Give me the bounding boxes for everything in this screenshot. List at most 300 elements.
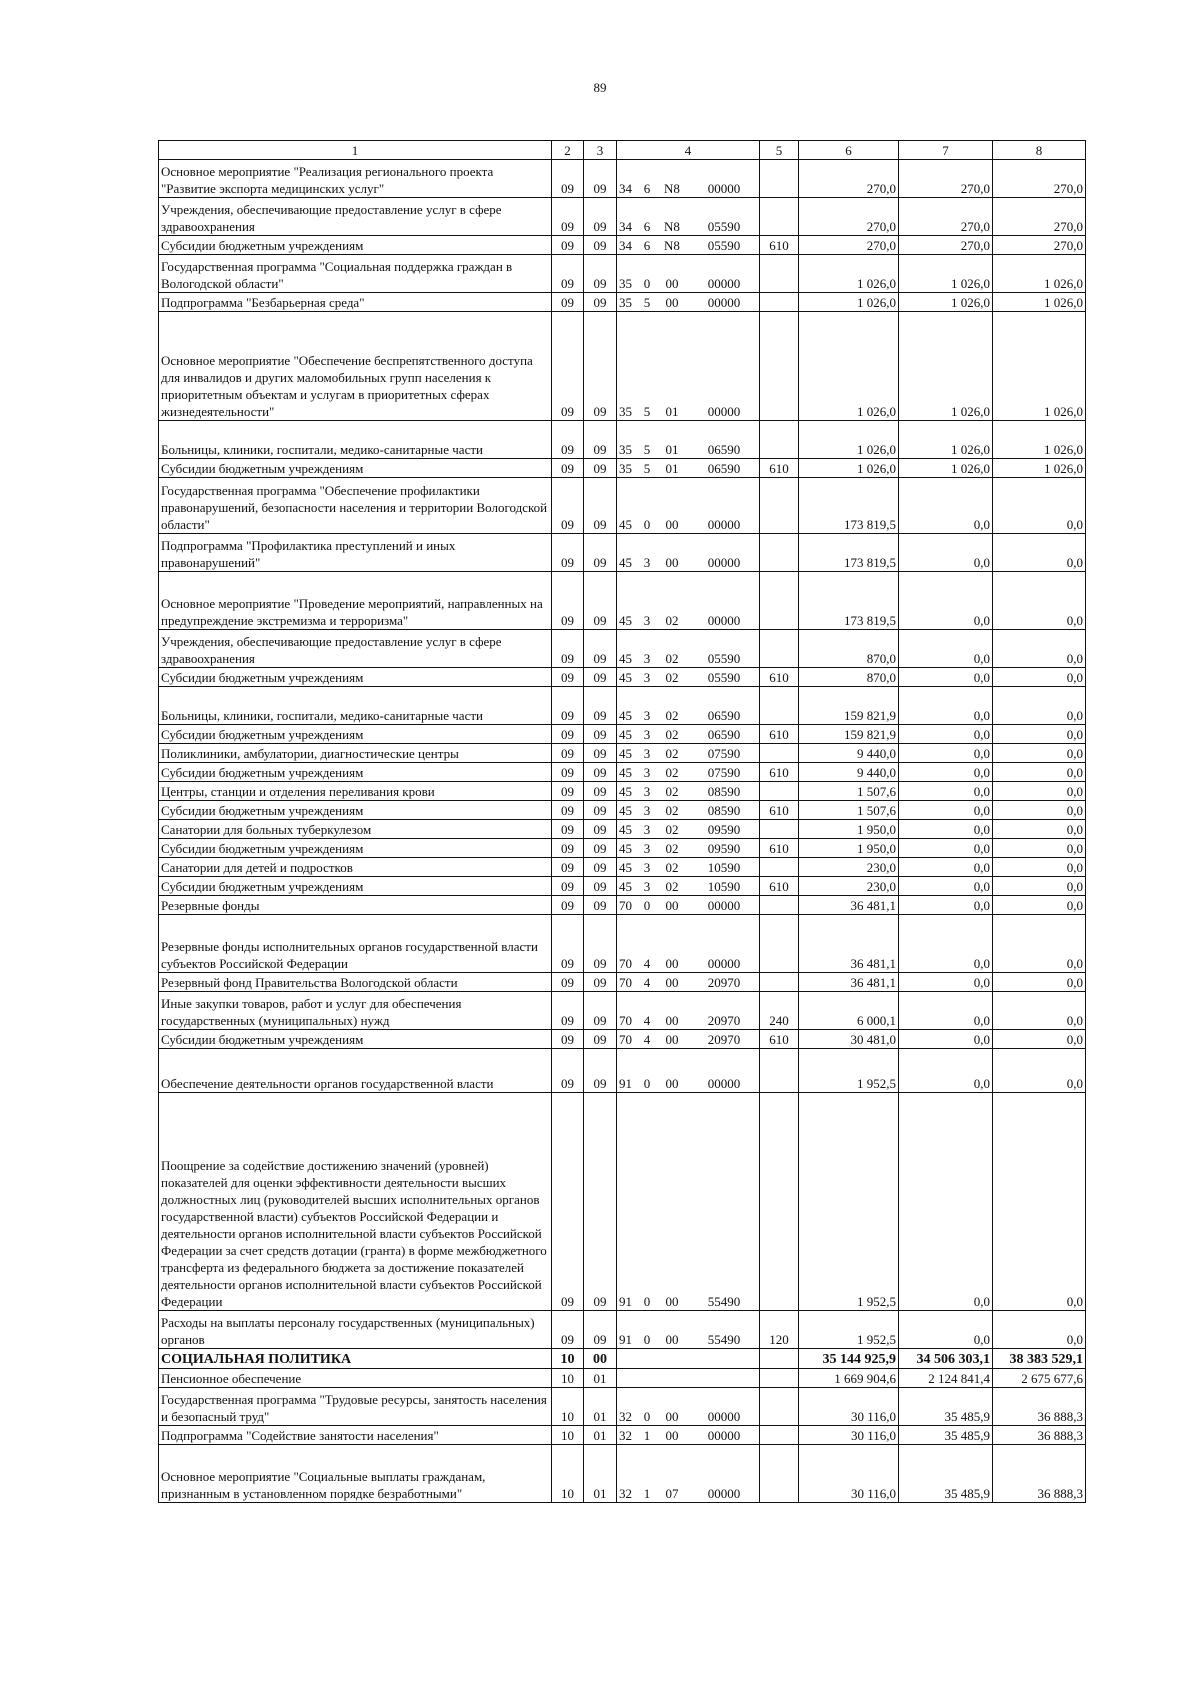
expense-type-code xyxy=(760,160,799,198)
section-code: 09 xyxy=(552,744,584,763)
section-code: 09 xyxy=(552,534,584,572)
subprogram-code: 3 xyxy=(643,784,651,799)
amount-col-6: 1 026,0 xyxy=(799,255,899,293)
header-cell-6: 6 xyxy=(799,141,899,160)
header-cell-8: 8 xyxy=(993,141,1086,160)
amount-col-6: 36 481,1 xyxy=(799,973,899,992)
amount-col-7: 0,0 xyxy=(899,1049,993,1093)
subprogram-code: 5 xyxy=(643,442,651,457)
table-row xyxy=(159,312,1086,421)
section-code: 09 xyxy=(552,858,584,877)
amount-col-7: 0,0 xyxy=(899,782,993,801)
amount-col-8: 1 026,0 xyxy=(993,255,1086,293)
expense-type-code: 240 xyxy=(760,992,799,1030)
subprogram-code: 1 xyxy=(643,1428,651,1443)
amount-col-6: 36 481,1 xyxy=(799,896,899,915)
amount-col-7: 0,0 xyxy=(899,973,993,992)
section-code: 09 xyxy=(552,839,584,858)
subsection-code: 09 xyxy=(584,255,617,293)
activity-code: 02 xyxy=(665,746,679,761)
direction-code: 00000 xyxy=(707,295,741,310)
row-description: Иные закупки товаров, работ и услуг для обеспечения государственных (муниципальных) нужд xyxy=(159,992,552,1030)
program-code: 91 xyxy=(619,1294,632,1309)
subsection-code: 00 xyxy=(584,1349,617,1369)
subprogram-code: 5 xyxy=(643,404,651,419)
expense-type-code xyxy=(760,293,799,312)
amount-col-6: 30 481,0 xyxy=(799,1030,899,1049)
amount-col-7: 0,0 xyxy=(899,478,993,534)
program-code: 34 xyxy=(619,181,632,196)
subprogram-code: 0 xyxy=(643,517,651,532)
subprogram-code: 3 xyxy=(643,746,651,761)
subsection-code: 09 xyxy=(584,312,617,421)
activity-code: 02 xyxy=(665,879,679,894)
expense-type-code xyxy=(760,782,799,801)
amount-col-7: 1 026,0 xyxy=(899,459,993,478)
amount-col-7: 270,0 xyxy=(899,160,993,198)
subsection-code: 01 xyxy=(584,1426,617,1445)
row-description: Субсидии бюджетным учреждениям xyxy=(159,763,552,782)
target-article-code xyxy=(617,820,760,839)
row-description: СОЦИАЛЬНАЯ ПОЛИТИКА xyxy=(159,1349,552,1369)
direction-code: 00000 xyxy=(707,956,741,971)
amount-col-7: 2 124 841,4 xyxy=(899,1369,993,1388)
direction-code: 00000 xyxy=(707,1486,741,1501)
amount-col-6: 159 821,9 xyxy=(799,687,899,725)
row-description: Субсидии бюджетным учреждениям xyxy=(159,877,552,896)
subprogram-code: 0 xyxy=(643,1076,651,1091)
subsection-code: 09 xyxy=(584,687,617,725)
amount-col-6: 6 000,1 xyxy=(799,992,899,1030)
direction-code: 00000 xyxy=(707,276,741,291)
subsection-code: 09 xyxy=(584,668,617,687)
amount-col-7: 1 026,0 xyxy=(899,293,993,312)
activity-code: 02 xyxy=(665,670,679,685)
table-header-row xyxy=(159,141,1086,160)
subsection-code: 09 xyxy=(584,801,617,820)
table-row xyxy=(159,668,1086,687)
row-description: Государственная программа "Трудовые ресурсы, занятость населения и безопасный труд" xyxy=(159,1388,552,1426)
subprogram-code: 4 xyxy=(643,1032,651,1047)
row-description: Санатории для детей и подростков xyxy=(159,858,552,877)
expense-type-code: 610 xyxy=(760,839,799,858)
target-article-code xyxy=(617,801,760,820)
amount-col-7: 0,0 xyxy=(899,801,993,820)
subsection-code: 09 xyxy=(584,293,617,312)
expense-type-code xyxy=(760,973,799,992)
amount-col-6: 270,0 xyxy=(799,236,899,255)
table-row xyxy=(159,877,1086,896)
amount-col-8: 36 888,3 xyxy=(993,1388,1086,1426)
expense-type-code xyxy=(760,915,799,973)
program-code: 35 xyxy=(619,295,632,310)
table-row xyxy=(159,839,1086,858)
table-row xyxy=(159,1349,1086,1369)
subprogram-code: 6 xyxy=(643,238,651,253)
program-code: 45 xyxy=(619,784,632,799)
subprogram-code: 6 xyxy=(643,181,651,196)
program-code: 35 xyxy=(619,461,632,476)
subsection-code: 01 xyxy=(584,1388,617,1426)
section-code: 09 xyxy=(552,312,584,421)
target-article-code xyxy=(617,236,760,255)
activity-code: 07 xyxy=(665,1486,679,1501)
section-code: 09 xyxy=(552,293,584,312)
subsection-code: 09 xyxy=(584,198,617,236)
direction-code: 00000 xyxy=(707,517,741,532)
expense-type-code: 610 xyxy=(760,877,799,896)
expense-type-code xyxy=(760,1349,799,1369)
target-article-code xyxy=(617,572,760,630)
section-code: 09 xyxy=(552,1030,584,1049)
table-row xyxy=(159,255,1086,293)
activity-code: 00 xyxy=(665,276,679,291)
table-row xyxy=(159,293,1086,312)
expense-type-code xyxy=(760,744,799,763)
subsection-code: 09 xyxy=(584,839,617,858)
amount-col-7: 0,0 xyxy=(899,1030,993,1049)
amount-col-6: 1 669 904,6 xyxy=(799,1369,899,1388)
section-code: 09 xyxy=(552,725,584,744)
expense-type-code xyxy=(760,1445,799,1503)
amount-col-7: 0,0 xyxy=(899,1093,993,1311)
section-code: 09 xyxy=(552,973,584,992)
expense-type-code: 610 xyxy=(760,236,799,255)
program-code: 70 xyxy=(619,956,632,971)
program-code: 32 xyxy=(619,1409,632,1424)
section-code: 09 xyxy=(552,459,584,478)
section-code: 10 xyxy=(552,1369,584,1388)
row-description: Субсидии бюджетным учреждениям xyxy=(159,725,552,744)
amount-col-6: 1 026,0 xyxy=(799,293,899,312)
amount-col-7: 0,0 xyxy=(899,896,993,915)
section-code: 09 xyxy=(552,160,584,198)
amount-col-6: 1 026,0 xyxy=(799,312,899,421)
expense-type-code xyxy=(760,896,799,915)
header-cell-2: 2 xyxy=(552,141,584,160)
row-description: Резервные фонды xyxy=(159,896,552,915)
amount-col-8: 0,0 xyxy=(993,858,1086,877)
direction-code: 20970 xyxy=(707,975,741,990)
subprogram-code: 6 xyxy=(643,219,651,234)
row-description: Подпрограмма "Безбарьерная среда" xyxy=(159,293,552,312)
table-row xyxy=(159,687,1086,725)
header-cell-5: 5 xyxy=(760,141,799,160)
subsection-code: 09 xyxy=(584,896,617,915)
amount-col-6: 270,0 xyxy=(799,198,899,236)
amount-col-7: 0,0 xyxy=(899,839,993,858)
amount-col-7: 1 026,0 xyxy=(899,312,993,421)
target-article-code xyxy=(617,198,760,236)
row-description: Основное мероприятие "Проведение мероприятий, направленных на предупреждение экстремизма и терроризма" xyxy=(159,572,552,630)
amount-col-7: 0,0 xyxy=(899,725,993,744)
program-code: 45 xyxy=(619,765,632,780)
target-article-code xyxy=(617,744,760,763)
amount-col-8: 0,0 xyxy=(993,763,1086,782)
amount-col-7: 0,0 xyxy=(899,534,993,572)
activity-code: 00 xyxy=(665,1013,679,1028)
direction-code: 00000 xyxy=(707,404,741,419)
activity-code: 00 xyxy=(665,555,679,570)
amount-col-7: 0,0 xyxy=(899,668,993,687)
subprogram-code: 3 xyxy=(643,822,651,837)
program-code: 70 xyxy=(619,975,632,990)
row-description: Государственная программа "Обеспечение профилактики правонарушений, безопасности населения и территории Вологодской области" xyxy=(159,478,552,534)
subprogram-code: 3 xyxy=(643,555,651,570)
subsection-code: 09 xyxy=(584,572,617,630)
row-description: Учреждения, обеспечивающие предоставление услуг в сфере здравоохранения xyxy=(159,198,552,236)
amount-col-8: 270,0 xyxy=(993,198,1086,236)
subsection-code: 09 xyxy=(584,1093,617,1311)
table-row xyxy=(159,725,1086,744)
amount-col-8: 270,0 xyxy=(993,160,1086,198)
subsection-code: 09 xyxy=(584,858,617,877)
subsection-code: 09 xyxy=(584,877,617,896)
amount-col-8: 0,0 xyxy=(993,1049,1086,1093)
amount-col-8: 0,0 xyxy=(993,782,1086,801)
amount-col-7: 34 506 303,1 xyxy=(899,1349,993,1369)
direction-code: 05590 xyxy=(707,219,741,234)
amount-col-6: 9 440,0 xyxy=(799,763,899,782)
table-row xyxy=(159,1030,1086,1049)
section-code: 09 xyxy=(552,992,584,1030)
section-code: 09 xyxy=(552,198,584,236)
section-code: 09 xyxy=(552,877,584,896)
amount-col-8: 0,0 xyxy=(993,572,1086,630)
amount-col-7: 1 026,0 xyxy=(899,421,993,459)
row-description: Подпрограмма "Профилактика преступлений и иных правонарушений" xyxy=(159,534,552,572)
table-row xyxy=(159,198,1086,236)
subprogram-code: 3 xyxy=(643,860,651,875)
expense-type-code xyxy=(760,1426,799,1445)
subsection-code: 09 xyxy=(584,915,617,973)
section-code: 09 xyxy=(552,421,584,459)
direction-code: 20970 xyxy=(707,1032,741,1047)
table-row xyxy=(159,572,1086,630)
subsection-code: 09 xyxy=(584,1311,617,1349)
subprogram-code: 3 xyxy=(643,651,651,666)
amount-col-7: 0,0 xyxy=(899,763,993,782)
amount-col-6: 230,0 xyxy=(799,877,899,896)
header-cell-7: 7 xyxy=(899,141,993,160)
activity-code: 00 xyxy=(665,975,679,990)
amount-col-8: 0,0 xyxy=(993,801,1086,820)
activity-code: 02 xyxy=(665,784,679,799)
program-code: 45 xyxy=(619,555,632,570)
direction-code: 08590 xyxy=(707,803,741,818)
activity-code: 00 xyxy=(665,1409,679,1424)
expense-type-code xyxy=(760,198,799,236)
program-code: 45 xyxy=(619,651,632,666)
subsection-code: 09 xyxy=(584,459,617,478)
budget-table xyxy=(158,140,1086,1503)
direction-code: 05590 xyxy=(707,238,741,253)
activity-code: 02 xyxy=(665,822,679,837)
amount-col-6: 870,0 xyxy=(799,668,899,687)
section-code: 09 xyxy=(552,896,584,915)
program-code: 70 xyxy=(619,898,632,913)
row-description: Поликлиники, амбулатории, диагностические центры xyxy=(159,744,552,763)
target-article-code xyxy=(617,478,760,534)
target-article-code xyxy=(617,312,760,421)
row-description: Субсидии бюджетным учреждениям xyxy=(159,1030,552,1049)
direction-code: 06590 xyxy=(707,461,741,476)
table-row xyxy=(159,820,1086,839)
table-row xyxy=(159,630,1086,668)
expense-type-code xyxy=(760,421,799,459)
section-code: 09 xyxy=(552,782,584,801)
amount-col-7: 0,0 xyxy=(899,877,993,896)
table-row xyxy=(159,1445,1086,1503)
table-body xyxy=(159,141,1086,1503)
direction-code: 06590 xyxy=(707,442,741,457)
table-row xyxy=(159,915,1086,973)
expense-type-code: 610 xyxy=(760,459,799,478)
subprogram-code: 5 xyxy=(643,295,651,310)
amount-col-6: 270,0 xyxy=(799,160,899,198)
page-number: 89 xyxy=(593,80,607,95)
subprogram-code: 3 xyxy=(643,708,651,723)
table-row xyxy=(159,992,1086,1030)
program-code: 45 xyxy=(619,727,632,742)
activity-code: 02 xyxy=(665,708,679,723)
activity-code: 02 xyxy=(665,651,679,666)
header-cell-1: 1 xyxy=(159,141,552,160)
target-article-code xyxy=(617,1093,760,1311)
program-code: 35 xyxy=(619,442,632,457)
expense-type-code xyxy=(760,478,799,534)
amount-col-8: 0,0 xyxy=(993,687,1086,725)
table-row xyxy=(159,782,1086,801)
activity-code: 01 xyxy=(665,442,679,457)
activity-code: N8 xyxy=(664,238,680,253)
expense-type-code xyxy=(760,630,799,668)
section-code: 09 xyxy=(552,801,584,820)
table-row xyxy=(159,858,1086,877)
section-code: 09 xyxy=(552,630,584,668)
row-description: Больницы, клиники, госпитали, медико-санитарные части xyxy=(159,687,552,725)
direction-code: 20970 xyxy=(707,1013,741,1028)
table-row xyxy=(159,459,1086,478)
amount-col-6: 870,0 xyxy=(799,630,899,668)
subsection-code: 09 xyxy=(584,725,617,744)
target-article-code xyxy=(617,255,760,293)
amount-col-7: 35 485,9 xyxy=(899,1445,993,1503)
subsection-code: 09 xyxy=(584,820,617,839)
target-article-code xyxy=(617,973,760,992)
subsection-code: 09 xyxy=(584,1049,617,1093)
target-article-code xyxy=(617,839,760,858)
activity-code: 02 xyxy=(665,727,679,742)
amount-col-6: 30 116,0 xyxy=(799,1445,899,1503)
activity-code: 00 xyxy=(665,517,679,532)
expense-type-code xyxy=(760,1049,799,1093)
table-row xyxy=(159,160,1086,198)
amount-col-6: 173 819,5 xyxy=(799,534,899,572)
amount-col-6: 30 116,0 xyxy=(799,1388,899,1426)
subprogram-code: 3 xyxy=(643,879,651,894)
section-code: 09 xyxy=(552,1311,584,1349)
program-code: 45 xyxy=(619,879,632,894)
section-code: 09 xyxy=(552,668,584,687)
subsection-code: 01 xyxy=(584,1445,617,1503)
program-code: 91 xyxy=(619,1332,632,1347)
program-code: 45 xyxy=(619,860,632,875)
section-code: 09 xyxy=(552,478,584,534)
target-article-code xyxy=(617,421,760,459)
subsection-code: 09 xyxy=(584,236,617,255)
activity-code: N8 xyxy=(664,219,680,234)
subsection-code: 01 xyxy=(584,1369,617,1388)
subsection-code: 09 xyxy=(584,478,617,534)
target-article-code xyxy=(617,459,760,478)
table-row xyxy=(159,1093,1086,1311)
table-row xyxy=(159,236,1086,255)
direction-code: 00000 xyxy=(707,898,741,913)
program-code: 70 xyxy=(619,1013,632,1028)
expense-type-code xyxy=(760,687,799,725)
amount-col-8: 0,0 xyxy=(993,877,1086,896)
subprogram-code: 4 xyxy=(643,1013,651,1028)
direction-code: 05590 xyxy=(707,670,741,685)
amount-col-6: 35 144 925,9 xyxy=(799,1349,899,1369)
direction-code: 00000 xyxy=(707,1428,741,1443)
activity-code: 00 xyxy=(665,1032,679,1047)
expense-type-code xyxy=(760,572,799,630)
expense-type-code: 610 xyxy=(760,725,799,744)
section-code: 09 xyxy=(552,236,584,255)
amount-col-6: 30 116,0 xyxy=(799,1426,899,1445)
program-code: 34 xyxy=(619,238,632,253)
header-cell-4: 4 xyxy=(617,141,760,160)
subprogram-code: 3 xyxy=(643,765,651,780)
target-article-code xyxy=(617,293,760,312)
table-row xyxy=(159,478,1086,534)
section-code: 10 xyxy=(552,1445,584,1503)
activity-code: 00 xyxy=(665,1294,679,1309)
amount-col-8: 0,0 xyxy=(993,1093,1086,1311)
activity-code: 00 xyxy=(665,898,679,913)
amount-col-8: 2 675 677,6 xyxy=(993,1369,1086,1388)
expense-type-code xyxy=(760,858,799,877)
amount-col-7: 0,0 xyxy=(899,572,993,630)
program-code: 45 xyxy=(619,670,632,685)
activity-code: N8 xyxy=(664,181,680,196)
target-article-code xyxy=(617,858,760,877)
target-article-code xyxy=(617,877,760,896)
amount-col-8: 0,0 xyxy=(993,1030,1086,1049)
target-article-code xyxy=(617,763,760,782)
amount-col-6: 36 481,1 xyxy=(799,915,899,973)
amount-col-8: 1 026,0 xyxy=(993,459,1086,478)
activity-code: 02 xyxy=(665,613,679,628)
target-article-code xyxy=(617,1030,760,1049)
expense-type-code: 610 xyxy=(760,1030,799,1049)
amount-col-6: 1 507,6 xyxy=(799,801,899,820)
expense-type-code: 610 xyxy=(760,763,799,782)
row-description: Санатории для больных туберкулезом xyxy=(159,820,552,839)
table-row xyxy=(159,1426,1086,1445)
subsection-code: 09 xyxy=(584,782,617,801)
target-article-code xyxy=(617,668,760,687)
program-code: 45 xyxy=(619,841,632,856)
target-article-code xyxy=(617,896,760,915)
row-description: Основное мероприятие "Реализация регионального проекта "Развитие экспорта медицинских услуг" xyxy=(159,160,552,198)
program-code: 45 xyxy=(619,708,632,723)
amount-col-8: 1 026,0 xyxy=(993,293,1086,312)
amount-col-6: 1 950,0 xyxy=(799,820,899,839)
amount-col-7: 0,0 xyxy=(899,858,993,877)
